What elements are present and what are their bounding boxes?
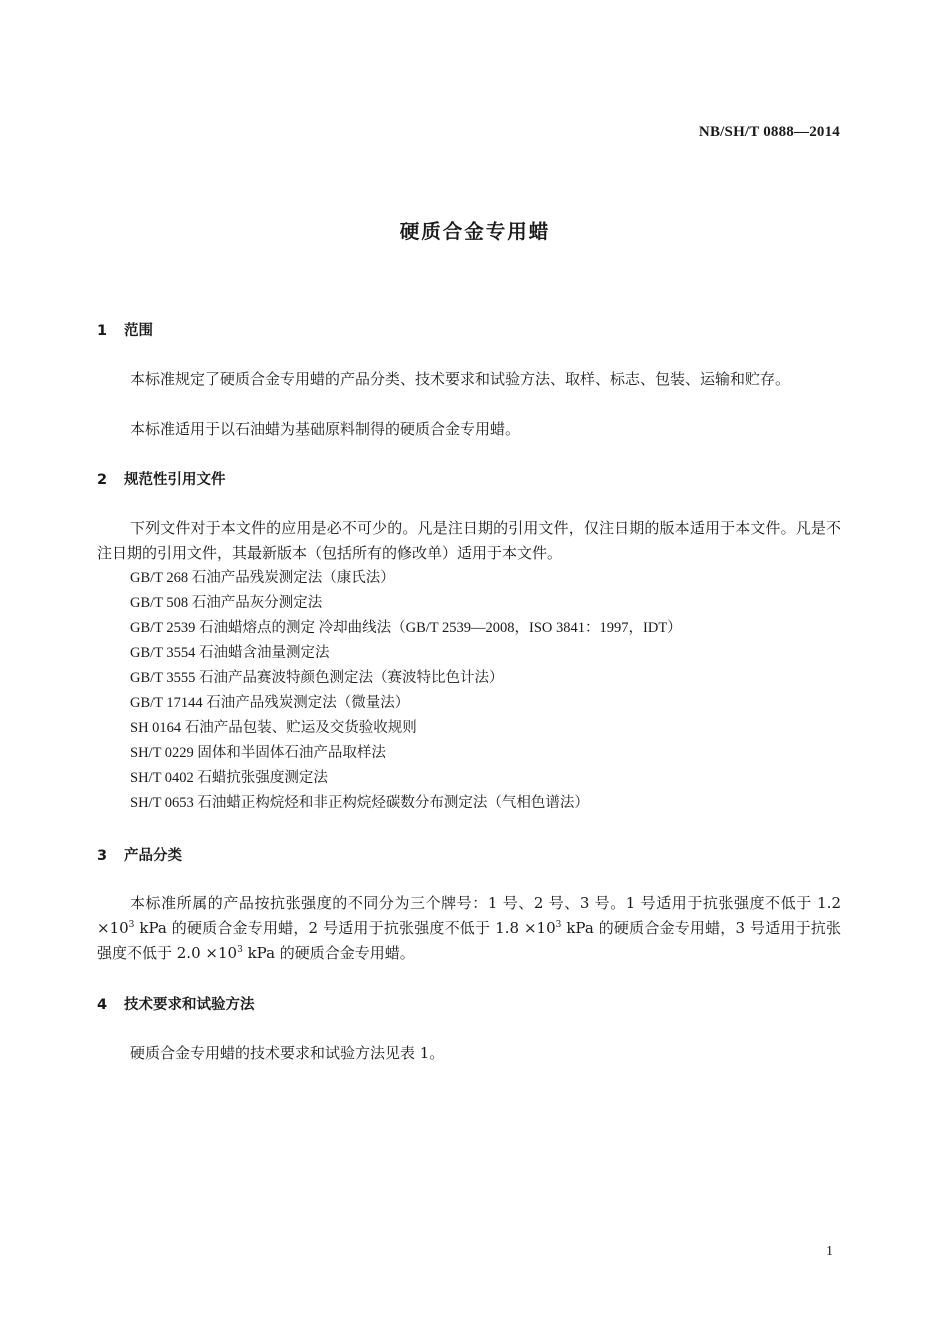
section-1-paragraph-2: 本标准适用于以石油蜡为基础原料制得的硬质合金专用蜡。 [130, 420, 521, 438]
section-2-heading [97, 468, 226, 489]
exponent: 3 [237, 945, 243, 955]
reference-item: GB/T 508 石油产品灰分测定法 [130, 595, 323, 611]
classification-text: kPa 的硬质合金专用蜡。 [242, 944, 415, 962]
classification-text: kPa 的硬质合金专用蜡，2 号适用于抗张强度不低于 1.8 ×10 [134, 919, 556, 937]
section-number: 2 [97, 472, 108, 488]
reference-item: GB/T 268 石油产品残炭测定法（康氏法） [130, 570, 395, 586]
reference-list [130, 566, 682, 816]
section-4-heading [97, 993, 255, 1014]
section-4-paragraph: 硬质合金专用蜡的技术要求和试验方法见表 1。 [130, 1044, 445, 1062]
page-number: 1 [826, 1244, 833, 1259]
section-title: 范围 [124, 323, 153, 339]
section-2-intro: 下列文件对于本文件的应用是必不可少的。凡是注日期的引用文件，仅注日期的版本适用于本文件。凡是不注日期的引用文件，其最新版本（包括所有的修改单）适用于本文件。 [97, 519, 841, 562]
reference-item: GB/T 3554 石油蜡含油量测定法 [130, 645, 330, 661]
section-number: 1 [97, 323, 108, 339]
section-title: 技术要求和试验方法 [124, 997, 255, 1013]
page-title: 硬质合金专用蜡 [399, 220, 551, 243]
classification-text: kPa 的硬质合金专用蜡，3 号适用于抗张强度不低于 2.0 ×10 [97, 919, 841, 962]
exponent: 3 [555, 920, 562, 930]
section-3-paragraph [97, 891, 841, 966]
section-title: 产品分类 [124, 848, 182, 864]
section-number: 3 [97, 848, 108, 864]
section-1-paragraph-1: 本标准规定了硬质合金专用蜡的产品分类、技术要求和试验方法、取样、标志、包装、运输和贮存。 [130, 370, 791, 388]
reference-item: GB/T 17144 石油产品残炭测定法（微量法） [130, 695, 410, 711]
doc-code: NB/SH/T 0888—2014 [698, 124, 840, 140]
section-number: 4 [97, 997, 108, 1013]
classification-text: 本标准所属的产品按抗张强度的不同分为三个牌号：1 号、2 号、3 号。1 号适用于抗张强度不低于 1.2 ×10 [97, 894, 841, 937]
section-3-heading [97, 844, 182, 865]
reference-item: SH/T 0653 石油蜡正构烷烃和非正构烷烃碳数分布测定法（气相色谱法） [130, 795, 589, 811]
section-title: 规范性引用文件 [124, 472, 226, 488]
reference-item: SH/T 0402 石蜡抗张强度测定法 [130, 770, 328, 786]
reference-item: GB/T 2539 石油蜡熔点的测定 冷却曲线法（GB/T 2539—2008，ISO 3841：1997，IDT） [130, 620, 682, 636]
section-1-heading [97, 319, 153, 340]
reference-item: SH/T 0229 固体和半固体石油产品取样法 [130, 745, 386, 761]
exponent: 3 [128, 920, 135, 930]
reference-item: SH 0164 石油产品包装、贮运及交货验收规则 [130, 720, 417, 736]
reference-item: GB/T 3555 石油产品赛波特颜色测定法（赛波特比色计法） [130, 670, 504, 686]
